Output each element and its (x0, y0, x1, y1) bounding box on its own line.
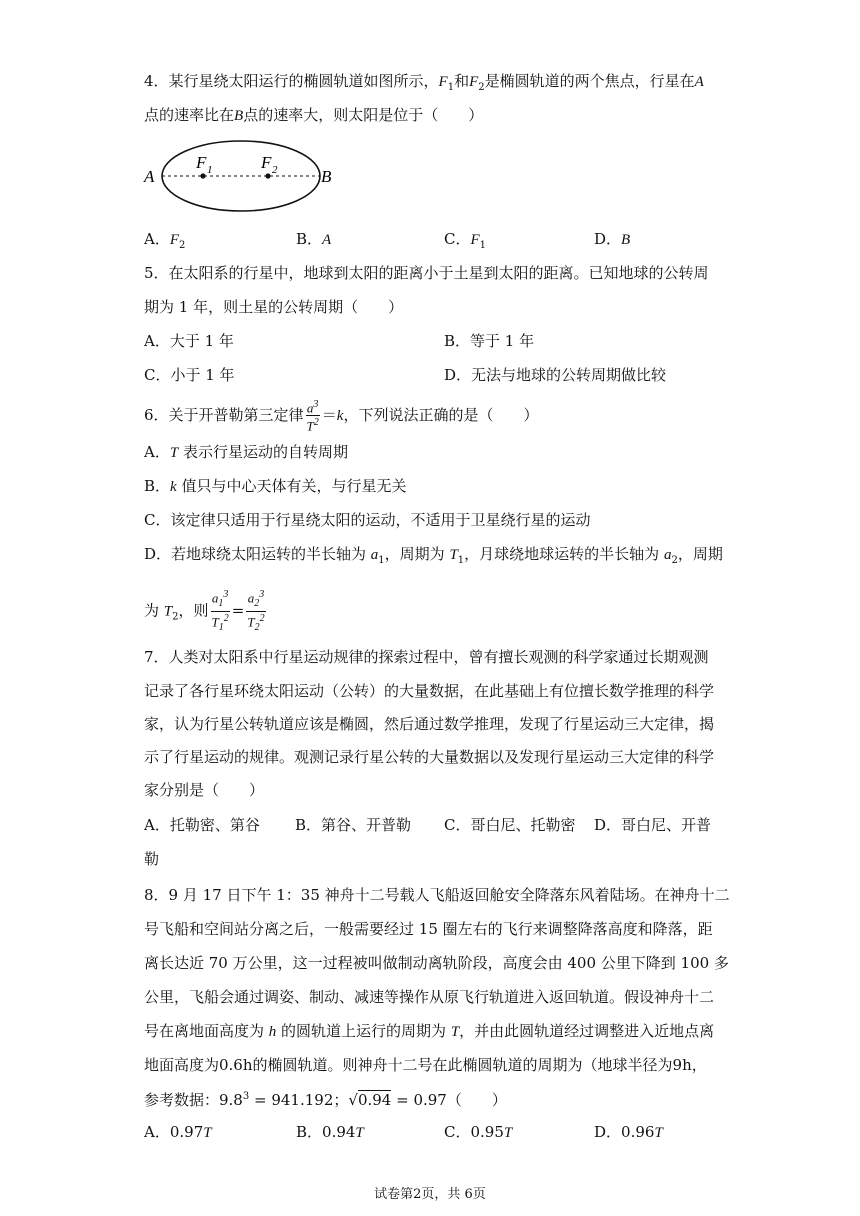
frac-num-sub: 2 (254, 597, 260, 609)
q8-text: = 941.192； (249, 1091, 349, 1109)
q8-text: 参考数据：9.8 (144, 1091, 243, 1109)
q6-text: 6．关于开普勒第三定律 (144, 405, 304, 424)
q5-stem-line1: 5．在太阳系的行星中，地球到太阳的距离小于土星到太阳的距离。已知地球的公转周 (144, 264, 709, 282)
q8-stem-line7 (144, 1086, 507, 1111)
q6-option-d-line1[interactable] (144, 543, 723, 572)
q8-stem-line5 (144, 1020, 714, 1043)
q5-option-b[interactable]: B．等于 1 年 (444, 332, 535, 350)
option-letter: B． (144, 477, 171, 495)
q8-stem-line3: 离长达近 70 万公里，这一过程被叫做制动离轨阶段，高度会由 400 公里下降到 100 多 (144, 954, 729, 972)
q4-option-c[interactable] (444, 228, 486, 257)
option-var: T (449, 547, 458, 563)
q4-f2: F (469, 74, 479, 90)
q5-stem-line2: 期为 1 年，则土星的公转周期（ ） (144, 298, 404, 316)
focus-f2-dot (265, 173, 270, 178)
kepler-fraction (306, 398, 320, 434)
frac-den-sup: 2 (223, 612, 229, 624)
option-text: ，则 (178, 601, 209, 620)
q8-text: ，并由此圆轨道经过调整进入近地点离 (459, 1022, 715, 1040)
option-text: D．若地球绕太阳运转的半长轴为 (144, 545, 371, 563)
q4-stem-line1 (144, 70, 704, 99)
q4-stem-line2 (144, 104, 483, 127)
q8-option-d[interactable] (594, 1121, 663, 1144)
q7-option-b[interactable]: B．第谷、开普勒 (295, 816, 412, 834)
q8-option-b[interactable] (296, 1121, 364, 1144)
frac-den-sup: 2 (313, 417, 319, 429)
q7-stem-line2: 记录了各行星环绕太阳运动（公转）的大量数据，在此基础上有位擅长数学推理的科学 (144, 682, 715, 700)
q6-option-b[interactable] (144, 475, 406, 498)
q6-option-a[interactable] (144, 441, 348, 464)
frac-num-sup: 3 (259, 589, 265, 600)
option-sub: 2 (172, 611, 179, 623)
sqrt-radicand: 0.94 (357, 1091, 392, 1109)
option-sub: 2 (179, 240, 186, 251)
q4-option-b[interactable] (296, 228, 331, 251)
label-b: B (321, 167, 332, 186)
q4-text: 4．某行星绕太阳运行的椭圆轨道如图所示， (144, 72, 439, 90)
frac-num-sub: 1 (218, 597, 224, 609)
q6-stem (144, 398, 538, 434)
option-text: ，周期 (677, 545, 723, 563)
page-footer: 试卷第2页，共 6页 (374, 1187, 486, 1202)
q5-option-d[interactable]: D．无法与地球的公转周期做比较 (444, 366, 667, 384)
q4-f1: F (438, 74, 448, 90)
option-value: F (169, 232, 180, 248)
frac-den: T (211, 614, 219, 630)
label-f1-sub: 1 (207, 164, 213, 176)
option-sub: 1 (457, 555, 465, 566)
option-var: T (355, 1125, 364, 1141)
option-value: B (621, 232, 631, 248)
option-value: A (322, 232, 332, 248)
q7-stem-line5: 家分别是（ ） (144, 781, 265, 799)
option-letter: A． (144, 443, 170, 461)
option-var: a (370, 547, 379, 563)
frac-den: T (306, 418, 314, 434)
option-sub: 1 (479, 240, 487, 251)
frac-den-sub: 2 (254, 621, 260, 633)
q8-stem-line2: 号飞船和空间站分离之后，一般需要经过 15 圈左右的飞行来调整降落高度和降落，距 (144, 920, 713, 938)
frac-num: a (247, 590, 255, 606)
option-letter: C． (444, 230, 471, 248)
frac-den-sub: 1 (218, 621, 224, 633)
equation-rhs (246, 588, 265, 635)
q7-option-c[interactable]: C．哥白尼、托勒密 (444, 816, 576, 834)
frac-num: a (306, 400, 314, 416)
q7-option-d-wrap: 勒 (144, 850, 160, 868)
q7-stem-line3: 家，认为行星公转轨道应该是椭圆，然后通过数学推理，发现了行星运动三大定律，揭 (144, 715, 715, 733)
q8-text: 号在离地面高度为 (144, 1022, 269, 1040)
q4-point-a: A (694, 74, 704, 90)
label-f1: F (196, 153, 207, 172)
q4-f1-sub: 1 (447, 82, 455, 93)
q4-option-d[interactable] (594, 228, 630, 251)
q8-stem-line1: 8．9 月 17 日下午 1：35 神舟十二号载人飞船返回舱安全降落东风着陆场。在神舟十二 (144, 886, 730, 904)
option-var: k (170, 479, 177, 495)
label-a: A (144, 167, 155, 186)
q5-option-c[interactable]: C．小于 1 年 (144, 366, 235, 384)
option-text: ，月球绕地球运转的半长轴为 (464, 545, 664, 563)
q7-option-d[interactable]: D．哥白尼、开普 (594, 816, 712, 834)
option-sub: 1 (378, 555, 385, 566)
q7-stem-line1: 7．人类对太阳系中行星运动规律的探索过程中，曾有擅长观测的科学家通过长期观测 (144, 648, 709, 666)
option-letter: A． (144, 230, 170, 248)
ellipse-orbit-figure (140, 138, 340, 218)
option-var: T (163, 603, 173, 620)
option-text: ，周期为 (384, 545, 450, 563)
q8-option-a[interactable] (144, 1121, 212, 1144)
q4-point-b: B (234, 108, 244, 124)
focus-f1-dot (200, 173, 205, 178)
q8-option-c[interactable] (444, 1121, 512, 1144)
q4-text: 是椭圆轨道的两个焦点，行星在 (484, 72, 695, 90)
q7-stem-line4: 示了行星运动的规律。观测记录行星公转的大量数据以及发现行星运动三大定律的科学 (144, 748, 715, 766)
frac-num-sup: 3 (313, 399, 319, 410)
frac-num-sup: 3 (223, 589, 229, 600)
option-text: B．0.94 (296, 1123, 356, 1141)
option-text: 值只与中心天体有关，与行星无关 (176, 477, 407, 495)
option-var: T (503, 1125, 513, 1141)
q4-text: 点的速率比在 (144, 106, 235, 124)
q6-text: ＝ (321, 405, 337, 424)
q6-option-c[interactable]: C．该定律只适用于行星绕太阳的运动，不适用于卫星绕行星的运动 (144, 511, 591, 529)
equals-sign: = (231, 601, 245, 620)
q8-stem-line6: 地面高度为0.6h的椭圆轨道。则神舟十二号在此椭圆轨道的周期为（地球半径为9h， (144, 1056, 707, 1074)
frac-den-sup: 2 (259, 612, 265, 624)
frac-den: T (247, 614, 255, 630)
q4-text: 和 (454, 72, 470, 90)
option-text: D．0.96 (594, 1123, 655, 1141)
option-var: T (654, 1125, 663, 1141)
option-letter: B． (296, 230, 323, 248)
q4-option-a[interactable] (144, 228, 185, 257)
q4-text: 点的速率大，则太阳是位于（ ） (243, 106, 484, 124)
q8-h: h (268, 1024, 277, 1040)
q8-t: T (450, 1024, 460, 1040)
q8-text: = 0.97（ ） (391, 1091, 507, 1109)
q4-f2-sub: 2 (478, 82, 485, 93)
option-text: 表示行星运动的自转周期 (178, 443, 348, 461)
q6-text: ，下列说法正确的是（ ） (343, 405, 539, 424)
q8-stem-line4: 公里，飞船会通过调姿、制动、减速等操作从原飞行轨道进入返回轨道。假设神舟十二 (144, 988, 715, 1006)
label-f2: F (261, 153, 272, 172)
option-letter: D． (594, 230, 622, 248)
option-sub: 2 (671, 555, 678, 566)
option-text: C．0.95 (444, 1123, 504, 1141)
sqrt-icon: √ (348, 1091, 358, 1109)
q6-k: k (336, 407, 344, 424)
q5-option-a[interactable]: A．大于 1 年 (144, 332, 234, 350)
option-var: T (203, 1125, 212, 1141)
label-f2-sub: 2 (272, 164, 278, 176)
q8-text: 的圆轨道上运行的周期为 (276, 1022, 451, 1040)
option-text: 为 (144, 601, 164, 620)
q6-option-d-line2[interactable] (144, 588, 268, 635)
equation-lhs (211, 588, 230, 635)
q8-sup: 3 (242, 1091, 250, 1102)
q7-option-a[interactable]: A．托勒密、第谷 (144, 816, 260, 834)
frac-num: a (211, 590, 219, 606)
option-value: F (470, 232, 480, 248)
option-var: T (169, 445, 179, 461)
option-var: a (663, 547, 672, 563)
option-text: A．0.97 (144, 1123, 204, 1141)
